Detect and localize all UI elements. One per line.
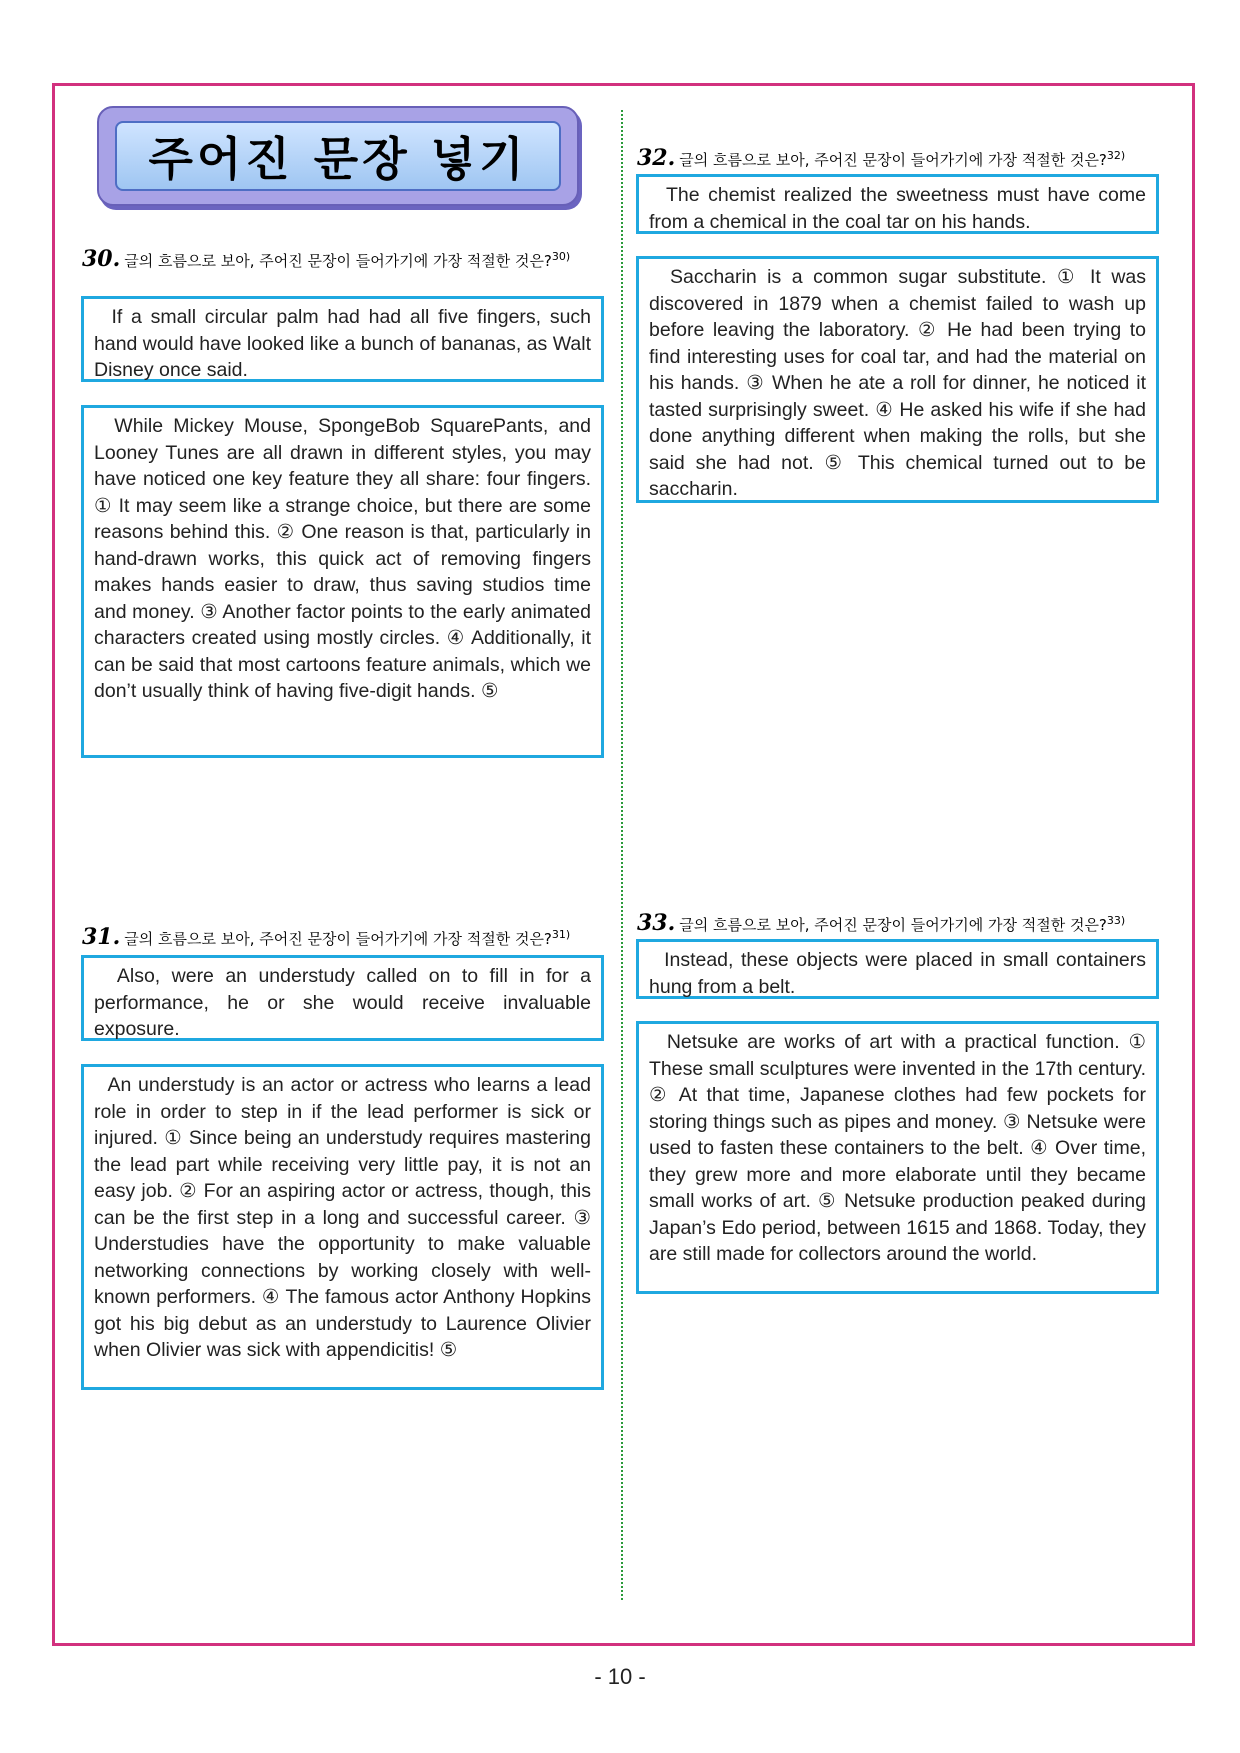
- question-30-footnote: 30): [551, 250, 571, 263]
- question-30-given-sentence: If a small circular palm had had all five fingers, such hand would have looked like a bunch of bananas, as Walt Disney once said.: [81, 296, 604, 382]
- page-number: - 10 -: [594, 1664, 646, 1689]
- question-31-given-sentence: Also, were an understudy called on to fill in for a performance, he or she would receive invaluable exposure.: [81, 955, 604, 1041]
- section-banner: [97, 106, 579, 206]
- question-33-number: 33.: [637, 910, 676, 936]
- question-30-prompt: 글의 흐름으로 보아, 주어진 문장이 들어가기에 가장 적절한 것은?: [124, 252, 552, 270]
- section-title: 주어진 문장 넣기: [148, 132, 528, 186]
- question-33-footnote: 33): [1106, 914, 1126, 927]
- question-30-header: [82, 246, 602, 272]
- question-32-number: 32.: [637, 145, 676, 171]
- question-33-passage: Netsuke are works of art with a practical function. ① These small sculptures were invented in the 17th century. ② At that time, Japanese clothes had few pockets for storing things such as pipes and money. ③ Netsuke were used to fasten these containers to the belt. ④ Over time, they grew more and more elaborate until they became small works of art. ⑤ Netsuke production peaked during Japan’s Edo period, between 1615 and 1868. Today, they are still made for collectors around the world.: [636, 1021, 1159, 1294]
- column-divider: [621, 110, 623, 1600]
- question-31-prompt: 글의 흐름으로 보아, 주어진 문장이 들어가기에 가장 적절한 것은?: [124, 930, 552, 948]
- question-31-header: [82, 924, 612, 950]
- question-31-footnote: 31): [551, 928, 571, 941]
- question-32-given-sentence: The chemist realized the sweetness must have come from a chemical in the coal tar on his hands.: [636, 174, 1159, 234]
- question-31-number: 31.: [82, 924, 121, 950]
- question-32-footnote: 32): [1106, 149, 1126, 162]
- question-32-prompt: 글의 흐름으로 보아, 주어진 문장이 들어가기에 가장 적절한 것은?: [679, 151, 1107, 169]
- question-33-prompt: 글의 흐름으로 보아, 주어진 문장이 들어가기에 가장 적절한 것은?: [679, 916, 1107, 934]
- question-31-passage: An understudy is an actor or actress who learns a lead role in order to step in if the lead performer is sick or injured. ① Since being an understudy requires mastering the lead part while receiving very little pay, it is not an easy job. ② For an aspiring actor or actress, though, this can be the first step in a long and successful career. ③ Understudies have the opportunity to make valuable networking connections by working closely with well-known performers. ④ The famous actor Anthony Hopkins got his big debut as an understudy to Laurence Olivier when Olivier was sick with appendicitis! ⑤: [81, 1064, 604, 1390]
- question-33-header: [637, 910, 1182, 936]
- question-32-header: [637, 145, 1182, 171]
- question-33-given-sentence: Instead, these objects were placed in small containers hung from a belt.: [636, 939, 1159, 999]
- question-30-passage: While Mickey Mouse, SpongeBob SquarePants, and Looney Tunes are all drawn in different styles, you may have noticed one key feature they all share: four fingers. ① It may seem like a strange choice, but there are some reasons behind this. ② One reason is that, particularly in hand-drawn works, this quick act of removing fingers makes hands easier to draw, thus saving studios time and money. ③ Another factor points to the early animated characters created using mostly circles. ④ Additionally, it can be said that most cartoons feature animals, which we don’t usually think of having five-digit hands. ⑤: [81, 405, 604, 758]
- question-30-number: 30.: [82, 246, 121, 272]
- section-banner-inner: [115, 121, 561, 191]
- question-32-passage: Saccharin is a common sugar substitute. ① It was discovered in 1879 when a chemist failed to wash up before leaving the laboratory. ② He had been trying to find interesting uses for coal tar, and had the material on his hands. ③ When he ate a roll for dinner, he noticed it tasted surprisingly sweet. ④ He asked his wife if she had done anything different when making the rolls, but she said she had not. ⑤ This chemical turned out to be saccharin.: [636, 256, 1159, 503]
